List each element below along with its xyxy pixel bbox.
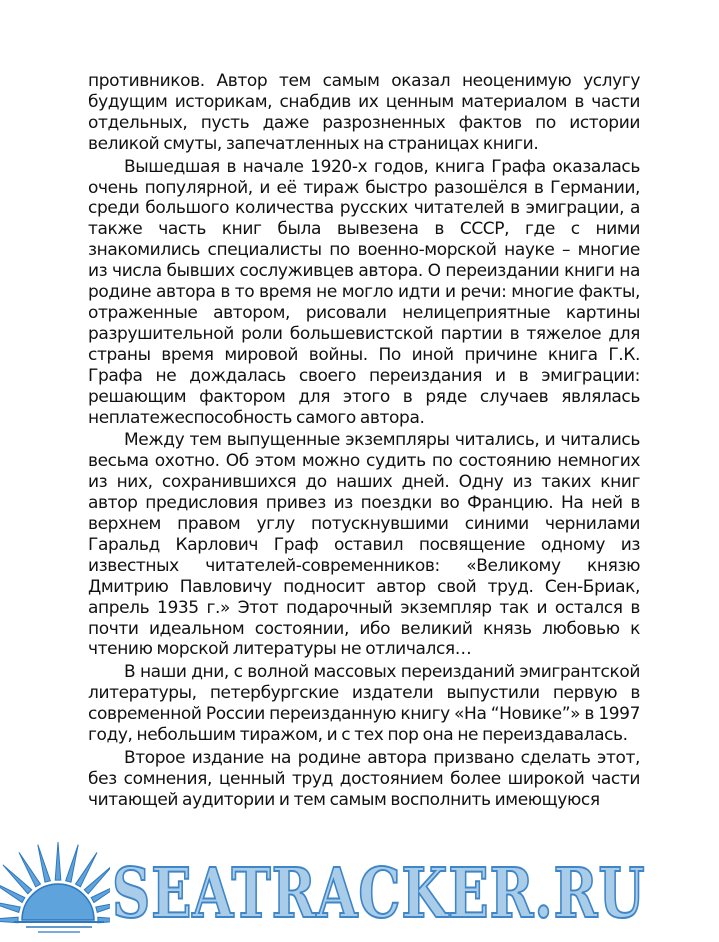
watermark [0, 836, 719, 942]
paragraph-1: противников. Автор тем самым оказал неоценимую услугу будущим историкам, снабдив их ценным материалом в части отдельных, пусть даже разрозненных фактов по истории великой смуты, запечатленных на страницах книги. [88, 71, 640, 154]
sun-ray [0, 900, 20, 913]
sun-ray [55, 842, 61, 880]
sun-ray [66, 845, 79, 883]
paragraph-2: Вышедшая в начале 1920-х годов, книга Графа оказалась очень популярной, и её тираж быстро разошёлся в Германии, среди большого количества русских читателей в эмиграции, а также часть книг была вывезена в СССР, где с ними знакомились специалисты по военно-морской науке – многие из числа бывших сослуживцев автора. О переиздании книги на родине автора в то время не могло идти и речи: многие факты, отраженные автором, рисовали нелицеприятные картины разрушительной роли большевистской партии в тяжелое для страны время мировой войны. По иной причине книга Г.К. Графа не дождалась своего переиздания и в эмиграции: решающим фактором для этого в ряде случаев являлась неплатежеспособность самого автора. [88, 156, 640, 428]
body-text [88, 71, 640, 813]
paragraph-5: Второе издание на родине автора призвано сделать этот, без сомнения, ценный труд достоянием более широкой части читающей аудитории и тем самым восполнить имеющуюся [88, 748, 640, 810]
watermark-text: SEATRACKER.RU [112, 854, 646, 934]
sun-icon [0, 836, 110, 942]
sun-ray [96, 900, 110, 913]
sun-ray [38, 845, 51, 883]
paragraph-4: В наши дни, с волной массовых переизданий эмигрантской литературы, петербургские издатели выпустили первую в современной России переизданную книгу «На “Новике”» в 1997 году, небольшим тиражом, и с тех пор она не переиздавалась. [88, 662, 640, 746]
paragraph-3: Между тем выпущенные экземпляры читались, и читались весьма охотно. Об этом можно судить по состоянию немногих из них, сохранившихся до наших дней. Одну из таких книг автор предисловия привез из поездки во Францию. На ней в верхнем правом углу потускнувшими синими чернилами Гаральд Карлович Граф оставил посвящение одному из известных читателей-современников: «Великому князю Дмитрию Павловичу подносит автор свой труд. Сен-Бриак, апрель 1935 г.» Этот подарочный экземпляр так и остался в почти идеальном состоянии, ибо великий князь любовью к чтению морской литературы не отличался… [88, 430, 640, 660]
